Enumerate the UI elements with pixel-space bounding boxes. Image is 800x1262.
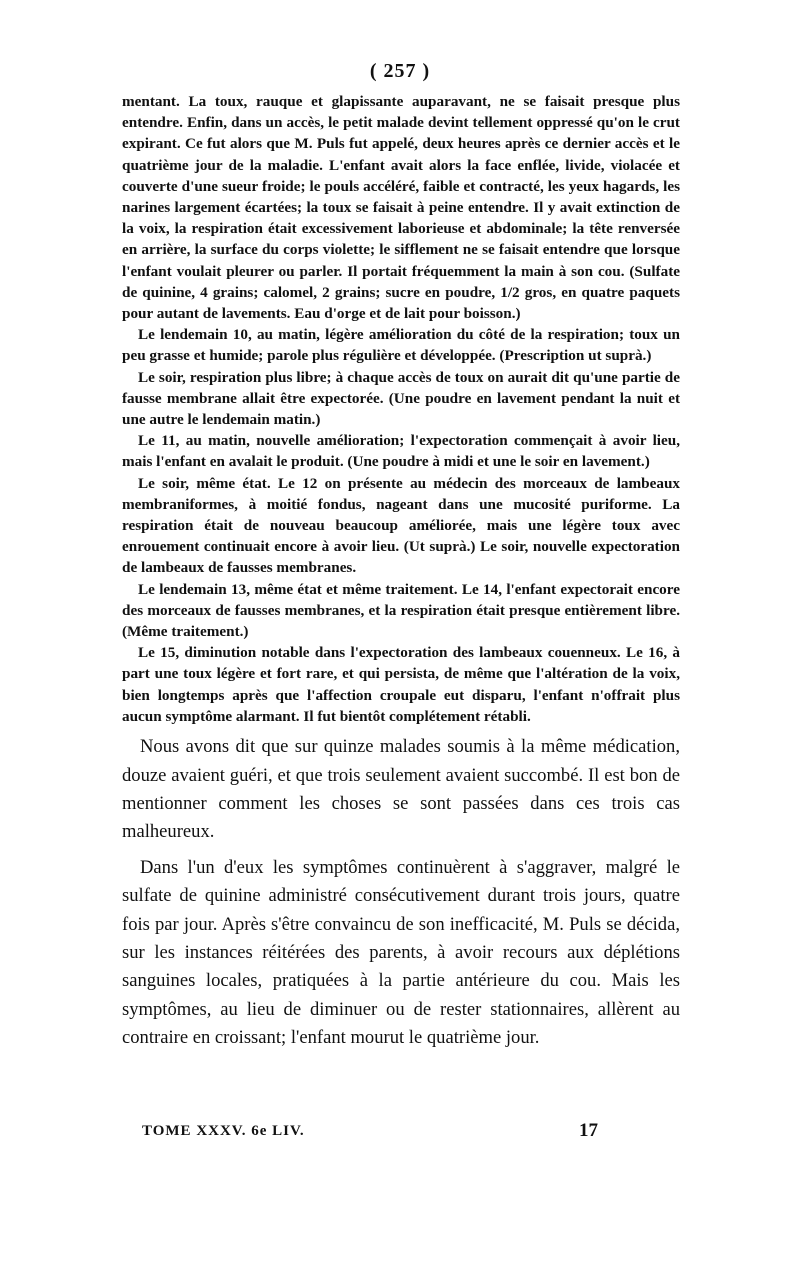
commentary-section bbox=[122, 733, 680, 1052]
clinical-case-section bbox=[122, 91, 680, 727]
volume-signature: TOME XXXV. 6e LIV. bbox=[142, 1123, 305, 1139]
case-paragraph-continuation: mentant. La toux, rauque et glapissante auparavant, ne se faisait presque plus entendre. Enfin, dans un accès, le petit malade devint tellement oppressé qu'on le crut expirant. Ce fut alors que M. Puls fut appelé, deux heures après ce dernier accès et le quatrième jour de la maladie. L'enfant avait alors la face enflée, livide, violacée et couverte d'une sueur froide; le pouls accéléré, faible et contracté, les yeux hagards, les narines largement écartées; la toux se faisait à peine entendre. Il y avait extinction de la voix, la respiration était excessivement laborieuse et abdominale; la tête renversée en arrière, la surface du corps violette; le sifflement ne se faisait entendre que lorsque l'enfant voulait pleurer ou parler. Il portait fréquemment la main à son cou. (Sulfate de quinine, 4 grains; calomel, 2 grains; sucre en poudre, 1/2 gros, en quatre paquets pour autant de lavements. Eau d'orge et de lait pour boisson.) bbox=[122, 93, 680, 323]
case-paragraph-day-15-16: Le 15, diminution notable dans l'expectoration des lambeaux couenneux. Le 16, à part une toux légère et fort rare, et qui persista, de même que l'altération de la voix, bien longtemps après que l'affection croupale eut disparu, l'enfant n'offrait plus aucun symptôme alarmant. Il fut bientôt complétement rétabli. bbox=[122, 644, 680, 725]
sheet-signature-number: 17 bbox=[579, 1120, 598, 1141]
case-paragraph-day-12: Le soir, même état. Le 12 on présente au médecin des morceaux de lambeaux membraniformes, à moitié fondus, nageant dans une mucosité puriforme. La respiration était de nouveau beaucoup améliorée, mais une légère toux avec enrouement continuait encore à avoir lieu. (Ut suprà.) Le soir, nouvelle expectoration de lambeaux de fausses membranes. bbox=[122, 474, 680, 577]
page-number: ( 257 ) bbox=[369, 60, 431, 82]
page-footer bbox=[142, 1120, 598, 1147]
case-paragraph-day-10: Le lendemain 10, au matin, légère amélioration du côté de la respiration; toux un peu grasse et humide; parole plus régulière et développée. (Prescription ut suprà.) bbox=[122, 326, 680, 365]
page-body bbox=[122, 91, 680, 1053]
case-paragraph-evening-10: Le soir, respiration plus libre; à chaque accès de toux on aurait dit qu'une partie de fausse membrane allait être expectorée. (Une poudre en lavement pendant la nuit et une autre le lendemain matin.) bbox=[122, 368, 680, 429]
case-paragraph-day-11: Le 11, au matin, nouvelle amélioration; l'expectoration commençait à avoir lieu, mais l'enfant en avalait le produit. (Une poudre à midi et une le soir en lavement.) bbox=[122, 432, 680, 471]
case-paragraph-day-13-14: Le lendemain 13, même état et même traitement. Le 14, l'enfant expectorait encore des morceaux de fausses membranes, et la respiration était presque entièrement libre. (Même traitement.) bbox=[122, 580, 680, 641]
commentary-paragraph-first-fatal-case: Dans l'un d'eux les symptômes continuèrent à s'aggraver, malgré le sulfate de quinine administré consécutivement durant trois jours, quatre fois par jour. Après s'être convaincu de son inefficacité, M. Puls se décida, sur les instances réitérées des parents, à avoir recours aux déplétions sanguines locales, pratiquées à la partie antérieure du cou. Mais les symptômes, au lieu de diminuer ou de rester stationnaires, allèrent au contraire en croissant; l'enfant mourut le quatrième jour. bbox=[122, 856, 680, 1049]
commentary-paragraph-summary: Nous avons dit que sur quinze malades soumis à la même médication, douze avaient guéri, et que trois seulement avaient succombé. Il est bon de mentionner comment les choses se sont passées dans ces trois cas malheureux. bbox=[122, 736, 680, 843]
